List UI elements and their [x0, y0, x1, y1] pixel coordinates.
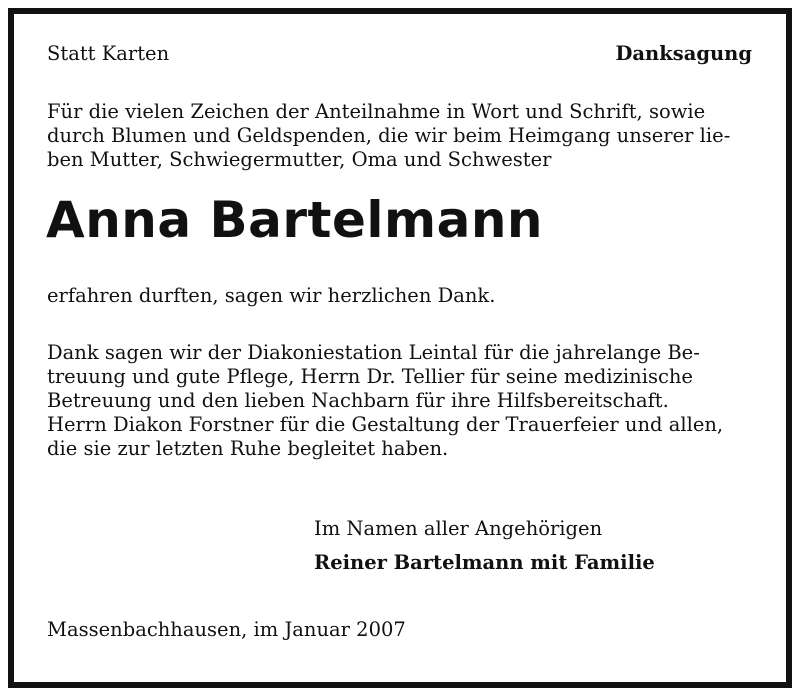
intro-paragraph	[47, 100, 730, 172]
place-date: Massenbachhausen, im Januar 2007	[47, 618, 406, 641]
intro-line: ben Mutter, Schwiegermutter, Oma und Schwester	[47, 148, 552, 171]
deceased-name: Anna Bartelmann	[46, 191, 544, 249]
acknowledgment-line: Herrn Diakon Forstner für die Gestaltung der Trauerfeier und allen,	[47, 413, 724, 436]
acknowledgment-line: Dank sagen wir der Diakoniestation Leintal für die jahrelange Be-	[47, 341, 700, 364]
acknowledgment-line: treuung und gute Pflege, Herrn Dr. Tellier für seine medizinische	[47, 365, 693, 388]
header-left-label: Statt Karten	[47, 42, 170, 65]
header-right-title: Danksagung	[615, 42, 752, 65]
acknowledgment-paragraph	[47, 341, 723, 461]
thanks-line: erfahren durften, sagen wir herzlichen Dank.	[47, 284, 496, 307]
acknowledgment-line: die sie zur letzten Ruhe begleitet haben.	[47, 437, 449, 460]
signature-intro: Im Namen aller Angehörigen	[314, 517, 603, 540]
intro-line: durch Blumen und Geldspenden, die wir beim Heimgang unserer lie-	[47, 124, 731, 147]
signature-name: Reiner Bartelmann mit Familie	[314, 551, 655, 574]
acknowledgment-line: Betreuung und den lieben Nachbarn für ihre Hilfsbereitschaft.	[47, 389, 669, 412]
intro-line: Für die vielen Zeichen der Anteilnahme in Wort und Schrift, sowie	[47, 100, 706, 123]
